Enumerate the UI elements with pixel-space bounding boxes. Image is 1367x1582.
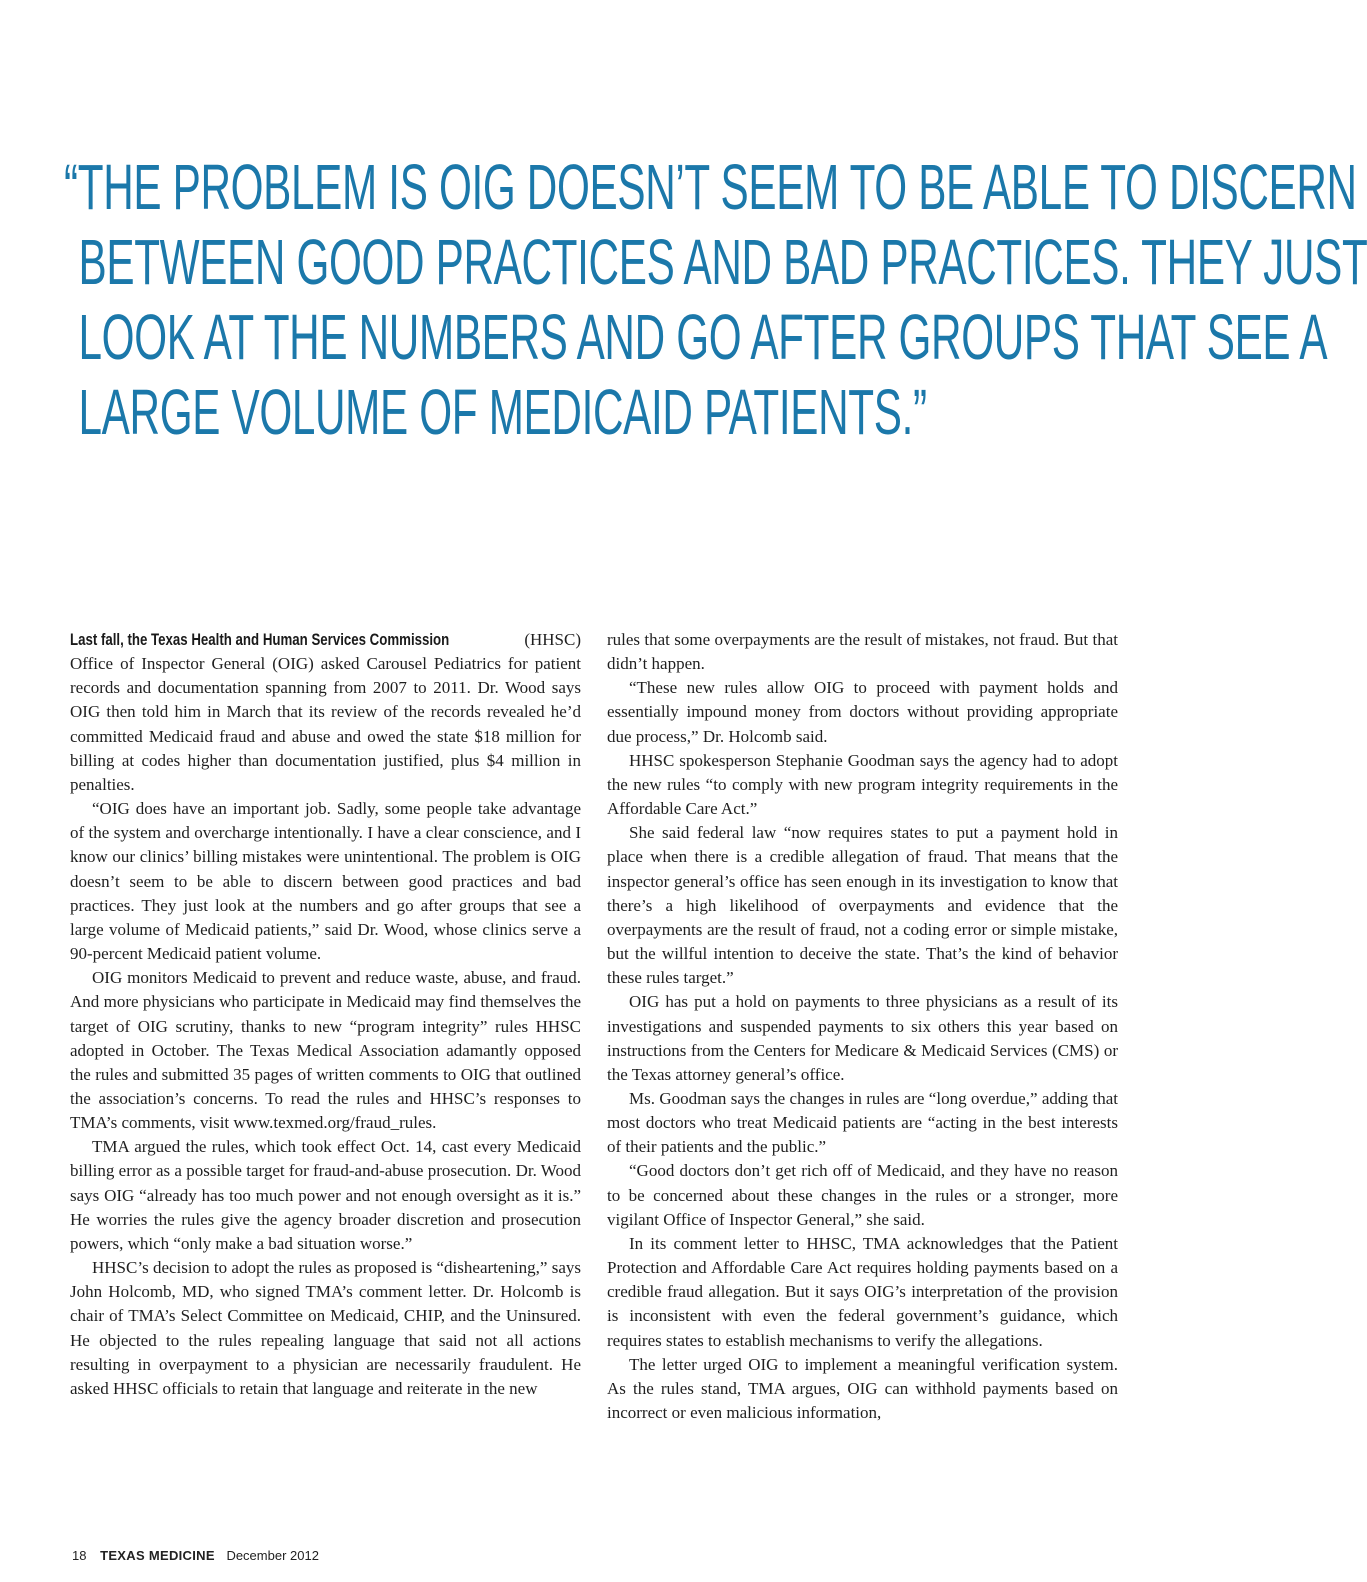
article-body — [70, 628, 1120, 1508]
article-paragraph: “OIG does have an important job. Sadly, some people take advantage of the system and overcharge intentionally. I have a clear conscience, and I know our clinics’ billing mistakes were unintentional. The problem is OIG doesn’t seem to be able to discern between good practices and bad practices. They just look at the numbers and go after groups that see a large volume of Medicaid patients,” said Dr. Wood, whose clinics serve a 90-percent Medicaid patient volume. — [70, 799, 581, 964]
article-paragraph: HHSC’s decision to adopt the rules as proposed is “disheartening,” says John Holcomb, MD, who signed TMA’s comment letter. Dr. Holcomb is chair of TMA’s Select Committee on Medicaid, CHIP, and the Uninsured. He objected to the rules repealing language that said not all actions resulting in overpayment to a physician are necessarily fraudulent. He asked HHSC officials to retain that language and reiterate in the new — [70, 1258, 581, 1398]
article-paragraph: HHSC spokesperson Stephanie Goodman says the agency had to adopt the new rules “to comply with new program integrity requirements in the Affordable Care Act.” — [607, 750, 1118, 819]
pull-quote — [64, 150, 1367, 450]
article-paragraph: TMA argued the rules, which took effect Oct. 14, cast every Medicaid billing error as a possible target for fraud-and-abuse prosecution. Dr. Wood says OIG “already has too much power and not enough oversight as it is.” He worries the rules give the agency broader discretion and prosecution powers, which “only make a bad situation worse.” — [70, 1137, 581, 1253]
article-paragraph: The letter urged OIG to implement a meaningful verification system. As the rules stand, TMA argues, OIG can withhold payments based on incorrect or even malicious information, — [607, 1354, 1118, 1422]
article-paragraph: “Good doctors don’t get rich off of Medicaid, and they have no reason to be concerned about these changes in the rules or a stronger, more vigilant Office of Inspector General,” she said. — [607, 1161, 1118, 1229]
article-lead-in: Last fall, the Texas Health and Human Services Commission — [70, 630, 450, 649]
pull-quote-line: LOOK AT THE NUMBERS AND GO AFTER GROUPS THAT SEE A — [78, 301, 1328, 373]
page-footer — [72, 1548, 319, 1563]
article-paragraph — [70, 628, 581, 797]
article-paragraph-text: (HHSC) Office of Inspector General (OIG) asked Carousel Pediatrics for patient records and documentation spanning from 2007 to 2011. Dr. Wood says OIG then told him in March that its review of the records revealed he’d committed Medicaid fraud and abuse and owed the state $18 million for billing at codes higher than documentation justified, plus $4 million in penalties. — [70, 630, 581, 794]
page-number: 18 — [72, 1548, 87, 1563]
article-column-right — [607, 628, 1118, 1425]
article-paragraph: “These new rules allow OIG to proceed with payment holds and essentially impound money from doctors without providing appropriate due process,” Dr. Holcomb said. — [607, 678, 1118, 746]
pull-quote-line: BETWEEN GOOD PRACTICES AND BAD PRACTICES. THEY JUST — [78, 226, 1367, 298]
publication-name: TEXAS MEDICINE — [100, 1548, 215, 1563]
article-column-left — [70, 628, 581, 1401]
pull-quote-line: “THE PROBLEM IS OIG DOESN’T SEEM TO BE ABLE TO DISCERN — [64, 151, 1357, 223]
article-paragraph: OIG monitors Medicaid to prevent and reduce waste, abuse, and fraud. And more physicians who participate in Medicaid may find themselves the target of OIG scrutiny, thanks to new “program integrity” rules HHSC adopted in October. The Texas Medical Association adamantly opposed the rules and submitted 35 pages of written comments to OIG that outlined the association’s concerns. To read the rules and HHSC’s responses to TMA’s comments, visit www.texmed.org/fraud_rules. — [70, 968, 581, 1133]
issue-date: December 2012 — [226, 1548, 319, 1563]
article-paragraph: OIG has put a hold on payments to three physicians as a result of its investigations and suspended payments to six others this year based on instructions from the Centers for Medicare & Medicaid Services (CMS) or the Texas attorney general’s office. — [607, 992, 1118, 1084]
article-paragraph: Ms. Goodman says the changes in rules are “long overdue,” adding that most doctors who treat Medicaid patients are “acting in the best interests of their patients and the public.” — [607, 1088, 1118, 1157]
article-paragraph: She said federal law “now requires states to put a payment hold in place when there is a credible allegation of fraud. That means that the inspector general’s office has seen enough in its investigation to know that there’s a high likelihood of overpayments and evidence that the overpayments are the result of fraud, not a coding error or simple mistake, but the willful intention to deceive the state. That’s the kind of behavior these rules target.” — [607, 823, 1118, 988]
article-paragraph: rules that some overpayments are the result of mistakes, not fraud. But that didn’t happen. — [607, 630, 1118, 674]
article-paragraph: In its comment letter to HHSC, TMA acknowledges that the Patient Protection and Affordable Care Act requires holding payments based on a credible fraud allegation. But it says OIG’s interpretation of the provision is inconsistent with even the federal government’s guidance, which requires states to establish mechanisms to verify the allegations. — [607, 1233, 1118, 1350]
pull-quote-line: LARGE VOLUME OF MEDICAID PATIENTS.” — [78, 376, 927, 448]
